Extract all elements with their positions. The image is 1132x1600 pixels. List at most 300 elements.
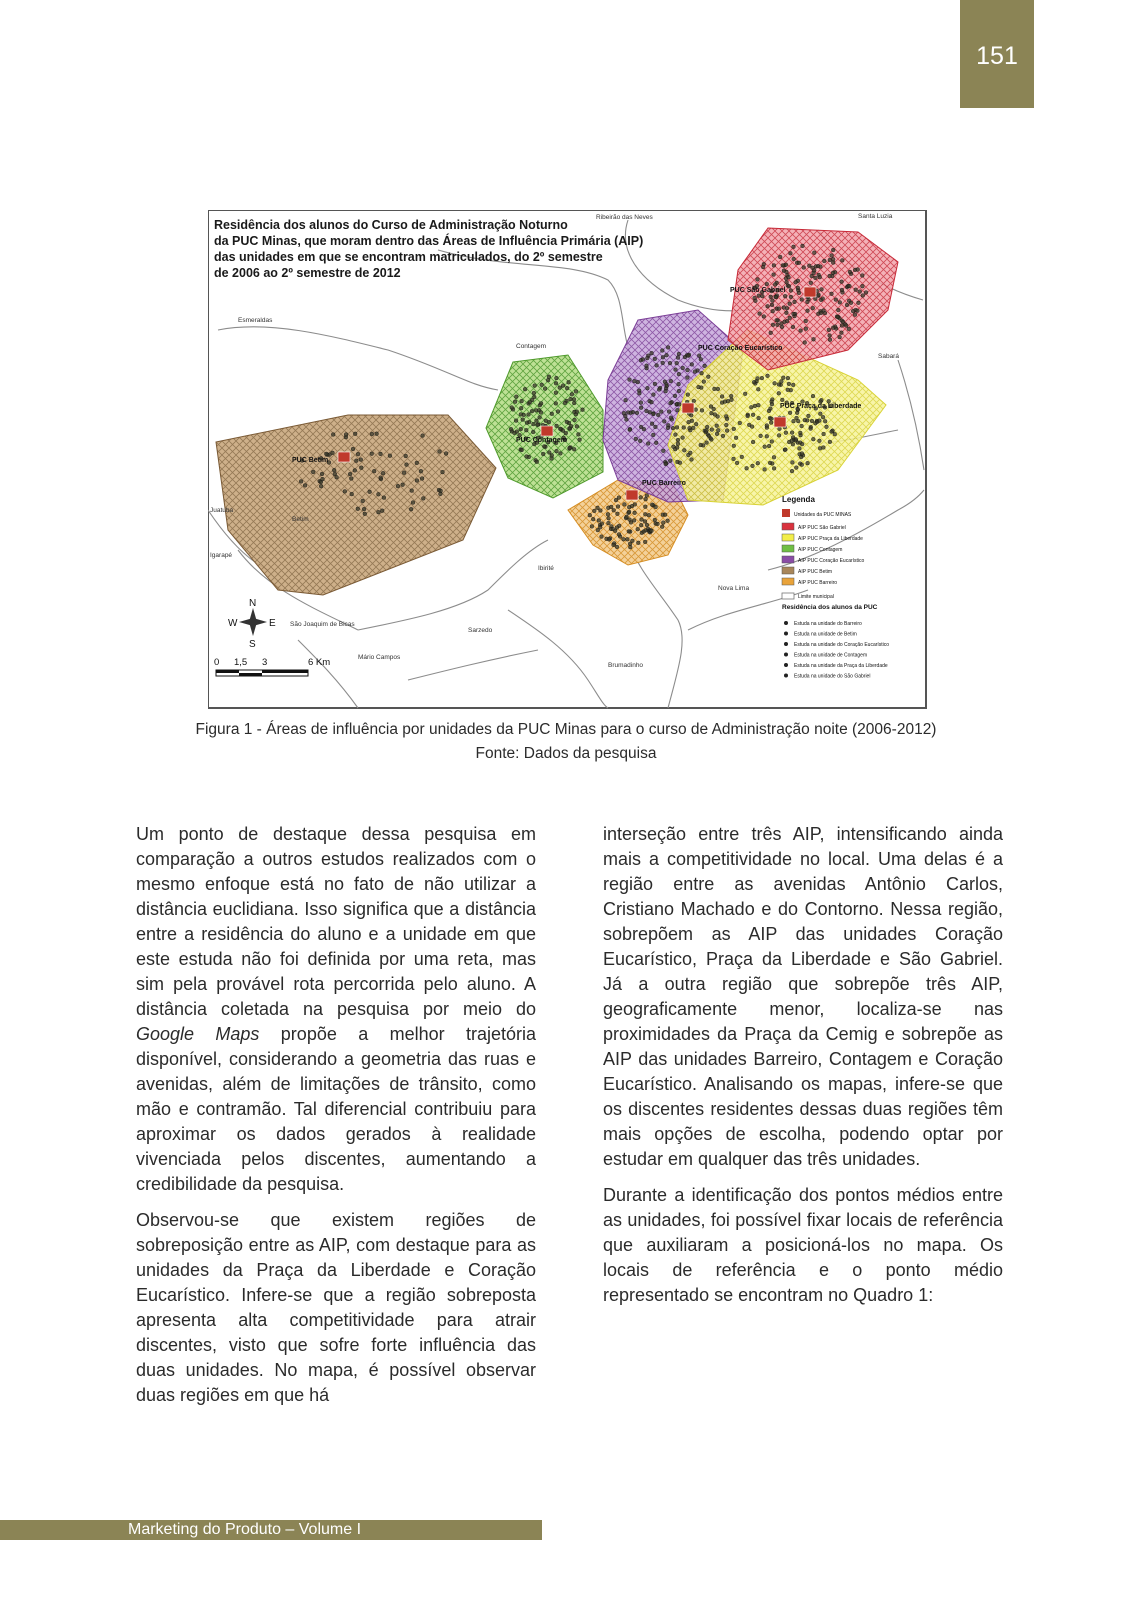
residence-dot <box>616 505 620 509</box>
place-label: Igarapé <box>210 552 233 559</box>
residence-dot <box>688 451 692 455</box>
residence-dot <box>686 368 690 372</box>
residence-dot <box>577 433 581 437</box>
residence-dot <box>419 469 423 473</box>
residence-dot <box>787 284 791 288</box>
residence-dot <box>646 442 650 446</box>
residence-dot <box>785 311 789 315</box>
body-column-left <box>136 822 536 1419</box>
residence-dot <box>700 371 704 375</box>
residence-dot <box>724 423 728 427</box>
residence-dot <box>853 313 857 317</box>
residence-dot <box>759 434 763 438</box>
residence-dot <box>575 410 579 414</box>
residence-dot <box>818 439 822 443</box>
residence-dot <box>694 408 698 412</box>
residence-dot <box>377 510 381 514</box>
residence-dot <box>643 520 647 524</box>
residence-dot <box>776 323 780 327</box>
residence-dot <box>780 325 784 329</box>
residence-dot <box>607 538 611 542</box>
legend-dot <box>784 642 788 646</box>
residence-dot <box>784 431 788 435</box>
residence-dot <box>792 419 796 423</box>
residence-dot <box>402 471 406 475</box>
residence-dot <box>861 284 865 288</box>
residence-dot <box>616 512 620 516</box>
residence-dot <box>700 409 704 413</box>
place-label: Nova Lima <box>718 585 750 592</box>
residence-dot <box>804 327 808 331</box>
residence-dot <box>627 505 631 509</box>
residence-dot <box>628 518 632 522</box>
residence-dot <box>849 301 853 305</box>
residence-dot <box>362 507 366 511</box>
residence-dot <box>848 270 852 274</box>
residence-dot <box>348 472 352 476</box>
residence-dot <box>715 424 719 428</box>
residence-dot <box>643 512 647 516</box>
residence-dot <box>669 401 673 405</box>
residence-dot <box>646 386 650 390</box>
residence-dot <box>524 428 528 432</box>
residence-dot <box>519 413 523 417</box>
residence-dot <box>653 518 657 522</box>
residence-dot <box>633 379 637 383</box>
map-title-line: das unidades em que se encontram matriculados, do 2º semestre <box>214 250 603 264</box>
residence-dot <box>800 463 804 467</box>
residence-dot <box>628 378 632 382</box>
residence-dot <box>769 295 773 299</box>
legend-swatch <box>782 556 794 563</box>
residence-dot <box>819 311 823 315</box>
residence-dot <box>420 477 424 481</box>
residence-dot <box>769 331 773 335</box>
residence-dot <box>693 370 697 374</box>
unit-label: PUC Barreiro <box>642 480 686 487</box>
residence-dot <box>788 411 792 415</box>
residence-dot <box>768 461 772 465</box>
residence-dot <box>723 400 727 404</box>
residence-dot <box>591 517 595 521</box>
residence-dot <box>379 476 383 480</box>
residence-dot <box>861 294 865 298</box>
residence-dot <box>749 405 753 409</box>
residence-dot <box>514 395 518 399</box>
residence-dot <box>790 431 794 435</box>
residence-dot <box>547 451 551 455</box>
residence-dot <box>806 461 810 465</box>
residence-dot <box>565 420 569 424</box>
residence-dot <box>775 318 779 322</box>
residence-dot <box>539 411 543 415</box>
place-label: Ribeirão das Neves <box>596 214 653 221</box>
residence-dot <box>763 445 767 449</box>
residence-dot <box>572 447 576 451</box>
residence-dot <box>686 393 690 397</box>
residence-dot <box>799 329 803 333</box>
residence-dot <box>626 411 630 415</box>
residence-dot <box>664 462 668 466</box>
figure-caption: Figura 1 - Áreas de influência por unidades da PUC Minas para o curso de Administração noite (2006-2012) <box>195 721 937 738</box>
residence-dot <box>645 523 649 527</box>
residence-dot <box>687 420 691 424</box>
residence-dot <box>668 361 672 365</box>
residence-dot <box>810 274 814 278</box>
residence-dot <box>554 391 558 395</box>
residence-dot <box>409 507 413 511</box>
residence-dot <box>761 294 765 298</box>
legend-dot <box>784 674 788 678</box>
residence-dot <box>510 406 514 410</box>
residence-dot <box>773 283 777 287</box>
residence-dot <box>777 383 781 387</box>
residence-dot <box>780 322 784 326</box>
residence-dot <box>740 455 744 459</box>
residence-dot <box>519 427 523 431</box>
paragraph: interseção entre três AIP, intensificando ainda mais a competitividade no local. Uma delas é a região entre as avenidas Antônio Carlos, Cristiano Machado e do Contorno. Nessa região, sobrepõem as AIP das unidades Coração Eucarístico, Praça da Liberdade e São Gabriel. Já a outra região que sobrepõe três AIP, geograficamente menor, localiza-se nas proximidades da Praça da Cemig e sobrepõe as AIP das unidades Barreiro, Contagem e Coração Eucarístico. Analisando os mapas, infere-se que os discentes residentes dessas duas regiões têm mais opções de escolha, podendo optar por estudar em qualquer das três unidades. <box>603 824 1003 1169</box>
legend-aip-label: AIP PUC Barreiro <box>798 580 838 586</box>
residence-dot <box>765 282 769 286</box>
residence-dot <box>561 384 565 388</box>
residence-dot <box>787 440 791 444</box>
residence-dot <box>332 468 336 472</box>
residence-dot <box>793 300 797 304</box>
residence-dot <box>840 259 844 263</box>
residence-dot <box>303 484 307 488</box>
residence-dot <box>547 375 551 379</box>
paragraph: Observou-se que existem regiões de sobreposição entre as AIP, com destaque para as unidades da Praça da Liberdade e Coração Eucarístico. Infere-se que a região sobreposta apresenta alta competitividade para atrair discentes, visto que sofre forte influência das duas unidades. No mapa, é possível observar duas regiões em que há <box>136 1210 536 1405</box>
residence-dot <box>836 308 840 312</box>
residence-dot <box>421 434 425 438</box>
residence-dot <box>654 441 658 445</box>
residence-dot <box>771 323 775 327</box>
residence-dot <box>647 513 651 517</box>
residence-dot <box>810 419 814 423</box>
residence-dot <box>745 466 749 470</box>
legend-dot <box>784 621 788 625</box>
residence-dot <box>567 380 571 384</box>
legend-aip-label: AIP PUC Coração Eucarístico <box>798 558 865 564</box>
residence-dot <box>555 449 559 453</box>
residence-dot <box>760 376 764 380</box>
residence-dot <box>716 428 720 432</box>
residence-dot <box>686 376 690 380</box>
map-title-line: de 2006 ao 2º semestre de 2012 <box>214 266 401 280</box>
residence-dot <box>730 398 734 402</box>
residence-dot <box>786 388 790 392</box>
residence-dot <box>811 394 815 398</box>
residence-dot <box>856 309 860 313</box>
residence-dot <box>627 510 631 514</box>
residence-dot <box>415 461 419 465</box>
place-label: São Joaquim de Bicas <box>290 621 355 628</box>
residence-dot <box>534 409 538 413</box>
residence-dot <box>721 434 725 438</box>
compass-n: N <box>249 598 257 609</box>
residence-dot <box>636 541 640 545</box>
residence-dot <box>661 449 665 453</box>
residence-dot <box>777 307 781 311</box>
residence-dot <box>751 413 755 417</box>
residence-dot <box>831 248 835 252</box>
residence-dot <box>675 446 679 450</box>
residence-dot <box>375 432 379 436</box>
unit-label: PUC Coração Eucarístico <box>698 345 783 352</box>
residence-dot <box>677 403 681 407</box>
residence-dot <box>588 513 592 517</box>
residence-dot <box>635 411 639 415</box>
residence-dot <box>509 427 513 431</box>
residence-dot <box>625 515 629 519</box>
legend-aip-label: AIP PUC São Gabriel <box>798 525 846 531</box>
residence-dot <box>654 425 658 429</box>
residence-dot <box>543 387 547 391</box>
residence-dot <box>801 244 805 248</box>
residence-dot <box>762 315 766 319</box>
residence-dot <box>674 433 678 437</box>
map-figure <box>208 210 928 710</box>
compass-w: W <box>228 618 238 629</box>
residence-dot <box>780 380 784 384</box>
residence-dot <box>828 338 832 342</box>
residence-dot <box>756 278 760 282</box>
residence-dot <box>754 299 758 303</box>
residence-dot <box>828 334 832 338</box>
residence-dot <box>665 353 669 357</box>
residence-dot <box>520 399 524 403</box>
residence-dot <box>789 295 793 299</box>
residence-dot <box>612 543 616 547</box>
residence-dot <box>840 331 844 335</box>
residence-dot <box>772 467 776 471</box>
residence-dot <box>666 346 670 350</box>
residence-dot <box>531 430 535 434</box>
residence-dot <box>791 442 795 446</box>
residence-dot <box>609 505 613 509</box>
unit-label: PUC São Gabriel <box>730 287 786 294</box>
residence-dot <box>774 295 778 299</box>
residence-dot <box>767 444 771 448</box>
residence-dot <box>770 440 774 444</box>
residence-dot <box>666 519 670 523</box>
residence-dot <box>681 366 685 370</box>
residence-dot <box>667 410 671 414</box>
residence-dot <box>697 354 701 358</box>
residence-dot <box>833 432 837 436</box>
residence-dot <box>612 508 616 512</box>
paragraph-text: propõe a melhor trajetória disponível, considerando a geometria das ruas e avenidas, além de limitações de trânsito, como mão e contramão. Tal diferencial contribuiu para aproximar os dados gerados à realidade vivenciada pelos discentes, aumentando a credibilidade da pesquisa. <box>136 1024 537 1194</box>
residence-dot <box>820 288 824 292</box>
residence-dot <box>705 441 709 445</box>
residence-dot <box>807 414 811 418</box>
residence-dot <box>633 503 637 507</box>
residence-dot <box>645 494 649 498</box>
residence-dot <box>676 460 680 464</box>
scale-label: 1,5 <box>234 657 248 668</box>
residence-dot <box>669 416 673 420</box>
residence-dot <box>538 416 542 420</box>
residence-dot <box>320 472 324 476</box>
residence-dot <box>757 403 761 407</box>
residence-dot <box>781 264 785 268</box>
paragraph-text: Um ponto de destaque dessa pesquisa em comparação a outros estudos realizados com o mesmo enfoque está no fato de não utilizar a distância euclidiana. Isso significa que a distância entre a residência do aluno e a unidade em que este estuda não foi definida por uma reta, mas sim pela provável rota percorrida pelo aluno. A distância coletada na pesquisa por meio do <box>136 824 536 1019</box>
residence-dot <box>699 357 703 361</box>
residence-dot <box>377 492 381 496</box>
residence-dot <box>525 455 529 459</box>
residence-dot <box>792 245 796 249</box>
residence-dot <box>751 464 755 468</box>
residence-dot <box>821 297 825 301</box>
legend-limit-label: Limite municipal <box>798 594 834 600</box>
legend-aip-label: AIP PUC Praça da Liberdade <box>798 536 863 542</box>
residence-dot <box>639 425 643 429</box>
residence-dot <box>811 437 815 441</box>
residence-dot <box>668 459 672 463</box>
residence-dot <box>382 496 386 500</box>
residence-dot <box>349 477 353 481</box>
residence-dot <box>574 390 578 394</box>
residence-dot <box>626 537 630 541</box>
residence-dot <box>773 381 777 385</box>
residence-dot <box>655 364 659 368</box>
paragraph: Durante a identificação dos pontos médios entre as unidades, foi possível fixar locais de referência que auxiliaram a posicioná-los no mapa. Os locais de referência e o ponto médio representado se encontram no Quadro 1: <box>603 1185 1003 1305</box>
residence-dot <box>772 273 776 277</box>
residence-dot <box>639 401 643 405</box>
residence-dot <box>785 306 789 310</box>
residence-dot <box>792 312 796 316</box>
residence-dot <box>622 411 626 415</box>
residence-dot <box>827 328 831 332</box>
residence-dot <box>788 316 792 320</box>
residence-dot <box>797 261 801 265</box>
residence-dot <box>669 379 673 383</box>
google-maps-term: Google Maps <box>136 1024 260 1044</box>
residence-dot <box>370 452 374 456</box>
residence-dot <box>643 505 647 509</box>
residence-dot <box>787 382 791 386</box>
residence-dot <box>809 427 813 431</box>
residence-dot <box>677 352 681 356</box>
residence-dot <box>677 389 681 393</box>
residence-dot <box>359 458 363 462</box>
residence-dot <box>380 509 384 513</box>
place-label: Juatuba <box>210 507 234 514</box>
residence-dot <box>388 454 392 458</box>
residence-dot <box>818 412 822 416</box>
residence-dot <box>444 452 448 456</box>
residence-dot <box>653 382 657 386</box>
residence-dot <box>661 355 665 359</box>
residence-dot <box>554 402 558 406</box>
residence-dot <box>539 402 543 406</box>
residence-dot <box>772 264 776 268</box>
legend-aip-label: AIP PUC Betim <box>798 569 833 575</box>
residence-dot <box>778 427 782 431</box>
residence-dot <box>840 280 844 284</box>
residence-dot <box>638 392 642 396</box>
residence-dot <box>351 447 355 451</box>
residence-dot <box>299 480 303 484</box>
residence-dot <box>812 337 816 341</box>
residence-dot <box>777 434 781 438</box>
residence-dot <box>785 319 789 323</box>
residence-dot <box>817 293 821 297</box>
residence-dot <box>770 303 774 307</box>
residence-dot <box>636 527 640 531</box>
residence-dot <box>650 422 654 426</box>
unit-label: PUC Betim <box>292 457 329 464</box>
residence-dot <box>628 428 632 432</box>
residence-dot <box>653 357 657 361</box>
residence-dot <box>818 275 822 279</box>
residence-dot <box>439 492 443 496</box>
residence-dot <box>597 519 601 523</box>
residence-dot <box>671 426 675 430</box>
residence-dot <box>787 275 791 279</box>
residence-dot <box>361 499 365 503</box>
legend-units-label: Unidades da PUC MINAS <box>794 512 852 518</box>
residence-dot <box>568 446 572 450</box>
residence-dot <box>757 416 761 420</box>
map-svg <box>208 210 928 710</box>
residence-dot <box>784 448 788 452</box>
residence-dot <box>674 368 678 372</box>
residence-dot <box>607 516 611 520</box>
residence-dot <box>769 421 773 425</box>
legend-swatch <box>782 545 794 552</box>
residence-dot <box>656 413 660 417</box>
residence-dot <box>677 382 681 386</box>
residence-dot <box>356 507 360 511</box>
residence-dot <box>410 489 414 493</box>
residence-dot <box>725 429 729 433</box>
residence-dot <box>712 407 716 411</box>
residence-dot <box>834 298 838 302</box>
figure-source: Fonte: Dados da pesquisa <box>475 745 657 762</box>
residence-dot <box>816 264 820 268</box>
map-title-line: da PUC Minas, que moram dentro das Áreas de Influência Primária (AIP) <box>214 234 644 248</box>
residence-dot <box>600 535 604 539</box>
residence-dot <box>640 518 644 522</box>
residence-dot <box>590 525 594 529</box>
residence-dot <box>675 361 679 365</box>
residence-dot <box>319 484 323 488</box>
residence-dot <box>803 418 807 422</box>
place-label: Ibirité <box>538 565 554 572</box>
residence-dot <box>822 432 826 436</box>
residence-dot <box>520 448 524 452</box>
residence-dot <box>752 380 756 384</box>
residence-dot <box>592 509 596 513</box>
residence-dot <box>732 457 736 461</box>
residence-dot <box>536 423 540 427</box>
residence-dot <box>381 471 385 475</box>
residence-dot <box>664 389 668 393</box>
residence-dot <box>633 511 637 515</box>
residence-dot <box>656 522 660 526</box>
residence-dot <box>642 530 646 534</box>
residence-dot <box>639 496 643 500</box>
residence-dot <box>657 388 661 392</box>
residence-dot <box>780 398 784 402</box>
residence-dot <box>690 363 694 367</box>
residence-dot <box>675 426 679 430</box>
residence-dot <box>396 484 400 488</box>
scale-label: 3 <box>262 657 268 668</box>
residence-dot <box>830 254 834 258</box>
unit-marker-barreiro <box>626 490 638 500</box>
